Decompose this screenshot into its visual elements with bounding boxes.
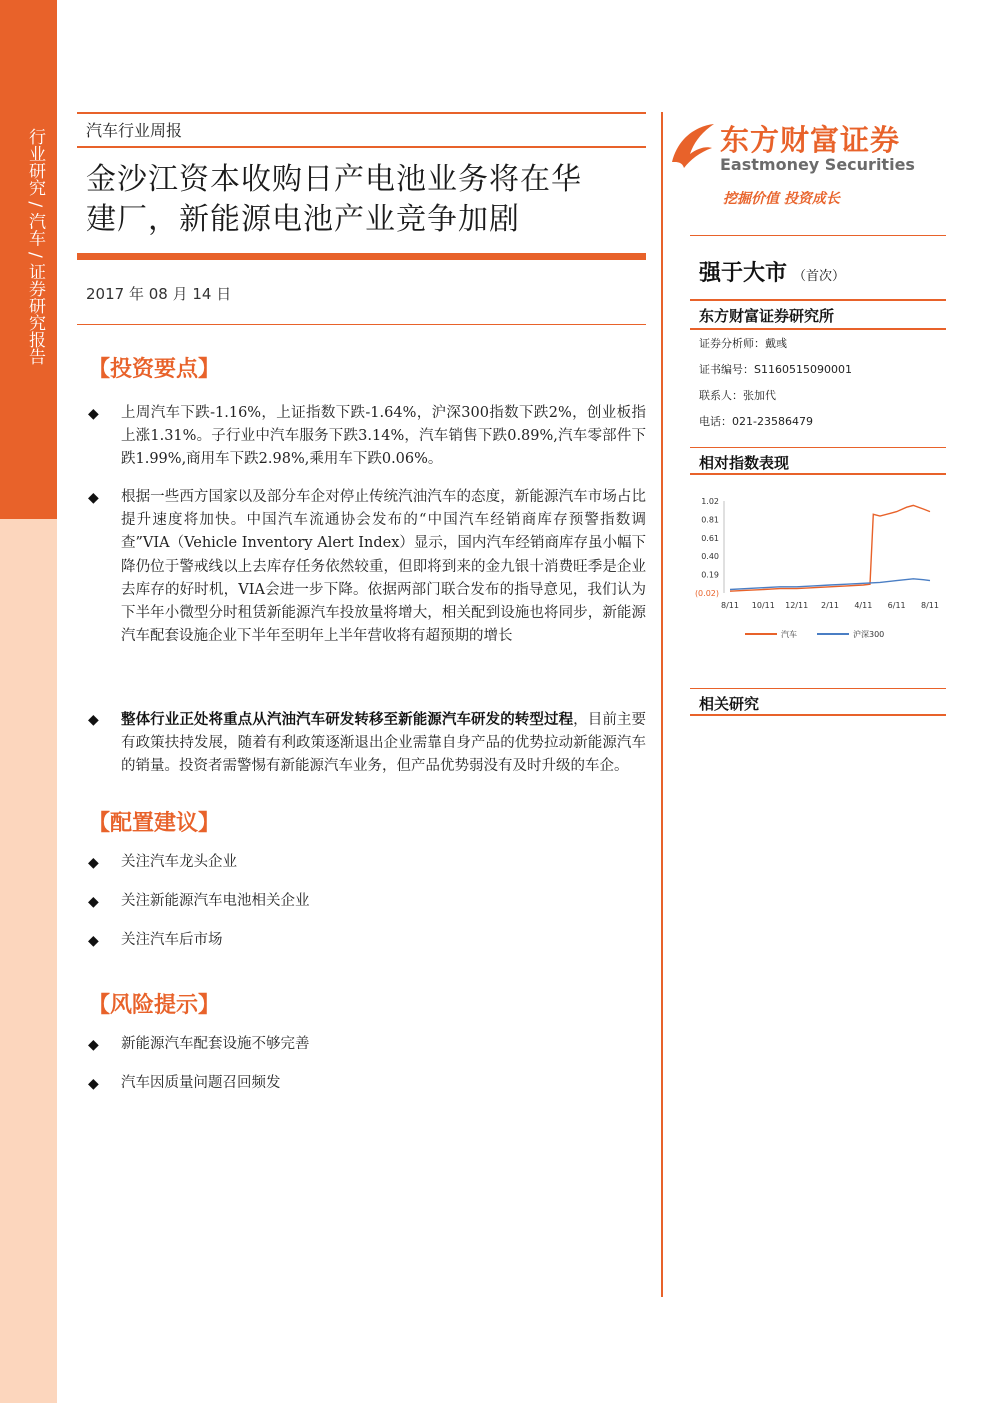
allocation-item: 关注新能源汽车电池相关企业 xyxy=(121,893,310,909)
chart-heading: 相对指数表现 xyxy=(699,454,790,472)
institute-name: 东方财富证券研究所 xyxy=(699,307,835,325)
risk-item: 新能源汽车配套设施不够完善 xyxy=(121,1036,310,1052)
risk-item: 汽车因质量问题召回频发 xyxy=(121,1075,281,1091)
related-top-rule xyxy=(690,688,946,689)
series-line-0 xyxy=(730,505,930,591)
allocation-item: 关注汽车后市场 xyxy=(121,932,223,948)
analyst: 证券分析师：戴彧 xyxy=(699,337,787,350)
diamond-bullet-icon: ◆ xyxy=(88,1076,99,1092)
report-type: 汽车行业周报 xyxy=(86,121,183,140)
rating-note: （首次） xyxy=(793,269,846,284)
investment-point-3-rest: ，目前主要有政策扶持发展，随着有利政策逐渐退出企业需靠自身产品的优势拉动新能源汽车的销量。投资者需警惕有新能源汽车业务，但产品优势弱没有及时升级的车企。 xyxy=(121,712,646,775)
institute-rule xyxy=(690,299,946,301)
title-line-1: 金沙江资本收购日产电池业务将在华 xyxy=(86,162,582,197)
date-rule xyxy=(77,324,646,325)
diamond-bullet-icon: ◆ xyxy=(88,894,99,910)
investment-point-2: 根据一些西方国家以及部分车企对停止传统汽油汽车的态度，新能源汽车市场占比提升速度将加快。中国汽车流通协会发布的“中国汽车经销商库存预警指数调查”VIA（Vehicle Inventory Alert Index）显示，国内汽车经销商库存虽小幅下降仍位于警戒线以上去库存任务依然较重，但即将到来的金九银十消费旺季是企业去库存的好时机，VIA会进一步下降。依据两部门联合发布的指导意见，我们认为下半年小微型分时租赁新能源汽车投放量将增大，相关配到设施也将同步，新能源汽车配套设施企业下半年至明年上半年营收将有超预期的增长 xyxy=(121,489,646,645)
legend-label-1: 沪深300 xyxy=(853,630,885,639)
investment-point-3 xyxy=(121,708,646,779)
y-tick-label: 1.02 xyxy=(701,497,719,506)
diamond-bullet-icon: ◆ xyxy=(88,933,99,949)
related-bottom-rule xyxy=(690,714,946,716)
x-tick-label: 10/11 xyxy=(751,601,775,610)
chart-heading-rule xyxy=(690,473,946,475)
report-date: 2017 年 08 月 14 日 xyxy=(86,285,232,303)
y-tick-label: 0.61 xyxy=(701,533,719,543)
x-tick-label: 4/11 xyxy=(854,601,873,610)
diamond-bullet-icon: ◆ xyxy=(88,855,99,871)
diamond-bullet-icon: ◆ xyxy=(88,1037,99,1053)
page-title xyxy=(86,160,646,240)
relative-index-chart xyxy=(690,488,946,648)
institute-bottom-rule xyxy=(690,328,946,330)
series-line-1 xyxy=(730,579,930,590)
allocation-item: 关注汽车龙头企业 xyxy=(121,854,237,870)
y-tick-label: 0.81 xyxy=(701,515,719,525)
column-divider xyxy=(661,112,663,1297)
investment-point-1: 上周汽车下跌-1.16%，上证指数下跌-1.64%，沪深300指数下跌2%，创业板指上涨1.31%。子行业中汽车服务下跌3.14%，汽车销售下跌0.89%,汽车零部件下跌1.99%,商用车下跌2.98%,乘用车下跌0.06%。 xyxy=(121,405,646,468)
y-tick-label: 0.40 xyxy=(701,552,719,562)
diamond-bullet-icon: ◆ xyxy=(88,490,99,506)
risk-heading: 【风险提示】 xyxy=(88,992,221,1018)
title-top-rule xyxy=(77,146,646,148)
related-heading: 相关研究 xyxy=(699,695,760,713)
rating-top-rule xyxy=(690,235,946,236)
contact: 联系人：张加代 xyxy=(699,389,776,402)
diamond-bullet-icon: ◆ xyxy=(88,712,99,728)
diamond-bullet-icon: ◆ xyxy=(88,406,99,422)
x-tick-label: 8/11 xyxy=(721,601,739,610)
x-tick-label: 6/11 xyxy=(887,601,906,610)
top-rule xyxy=(77,112,646,114)
title-line-2: 建厂，新能源电池产业竞争加剧 xyxy=(86,202,520,237)
rating xyxy=(699,256,845,287)
investment-point-3-bold: 整体行业正处将重点从汽油汽车研发转移至新能源汽车研发的转型过程 xyxy=(121,711,574,728)
y-tick-label: (0.02) xyxy=(694,589,719,598)
x-tick-label: 8/11 xyxy=(921,601,939,610)
rating-value: 强于大市 xyxy=(699,261,788,286)
side-band xyxy=(0,0,57,1403)
allocation-heading: 【配置建议】 xyxy=(88,810,221,836)
side-category-text: 行业研究 / 汽车 / 证券研究报告 xyxy=(25,128,45,366)
eastmoney-logo-icon xyxy=(668,118,716,170)
logo-en: Eastmoney Securities xyxy=(720,155,915,174)
y-tick-label: 0.19 xyxy=(701,570,719,580)
investment-heading: 【投资要点】 xyxy=(88,356,221,382)
logo-cn: 东方财富证券 xyxy=(720,123,901,157)
x-tick-label: 2/11 xyxy=(821,601,839,610)
cert-number: 证书编号：S1160515090001 xyxy=(699,363,852,376)
legend-label-0: 汽车 xyxy=(781,630,797,639)
slogan: 挖掘价值 投资成长 xyxy=(723,191,840,207)
x-tick-label: 12/11 xyxy=(785,601,809,610)
title-bottom-bar xyxy=(77,253,646,260)
chart-top-rule xyxy=(690,447,946,448)
phone: 电话：021-23586479 xyxy=(699,415,813,428)
